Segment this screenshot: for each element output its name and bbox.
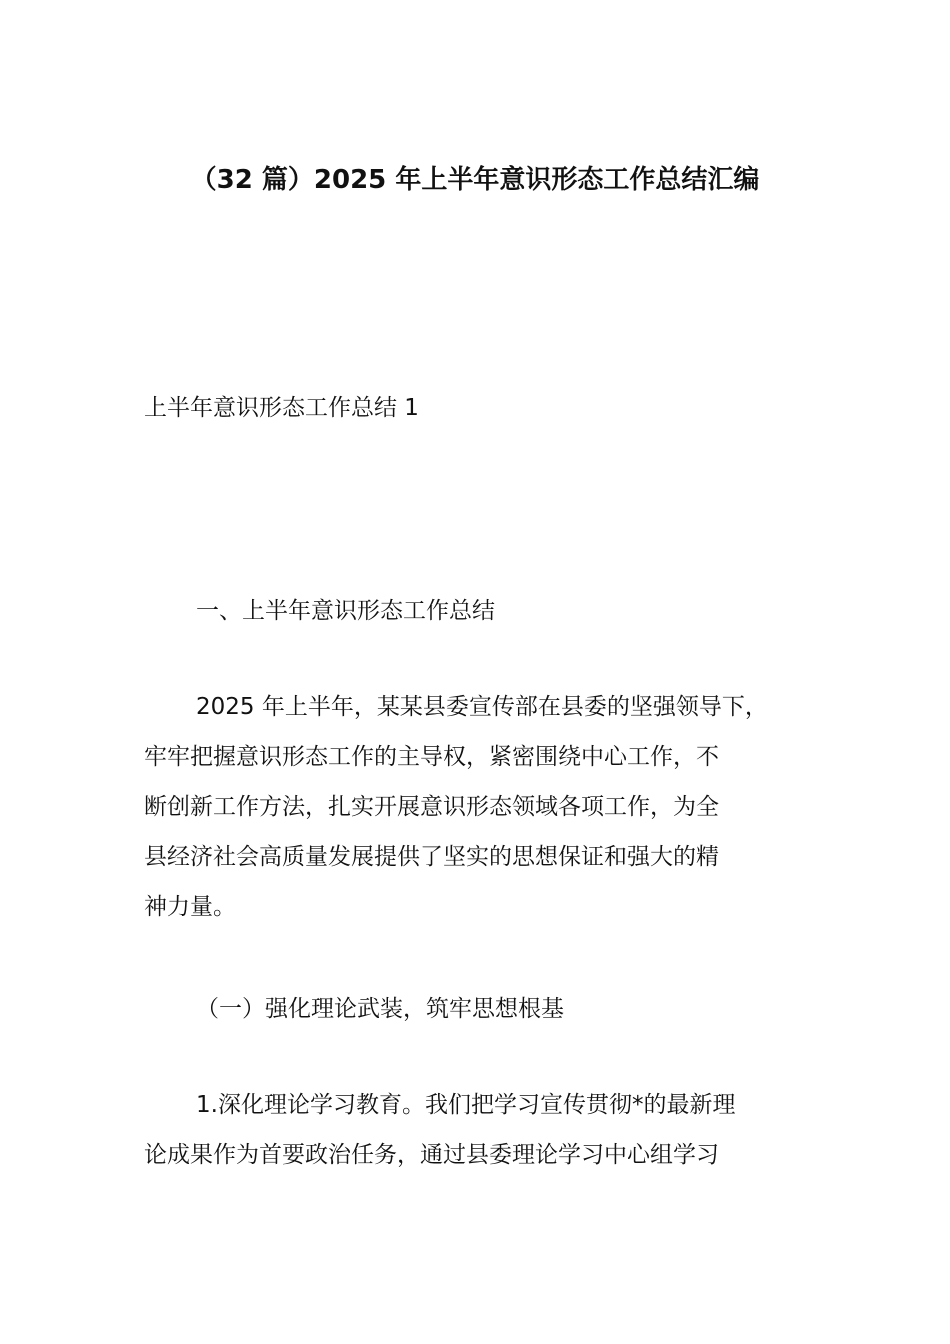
paragraph-line: 牢牢把握意识形态工作的主导权，紧密围绕中心工作，不 bbox=[144, 744, 719, 770]
paragraph-line: 断创新工作方法，扎实开展意识形态领域各项工作，为全 bbox=[144, 794, 719, 820]
heading-level-1 bbox=[144, 586, 824, 636]
paragraph-line: 1.深化理论学习教育。我们把学习宣传贯彻*的最新理 bbox=[196, 1092, 736, 1118]
paragraph-line: 县经济社会高质量发展提供了坚实的思想保证和强大的精 bbox=[144, 844, 719, 870]
heading-text: （一）强化理论武装，筑牢思想根基 bbox=[196, 996, 564, 1022]
body-paragraph-2 bbox=[144, 1080, 824, 1180]
body-paragraph-1 bbox=[144, 682, 824, 932]
paragraph-line: 神力量。 bbox=[144, 894, 236, 920]
document-title: （32 篇）2025 年上半年意识形态工作总结汇编 bbox=[190, 165, 760, 195]
heading-text: 一、上半年意识形态工作总结 bbox=[196, 598, 495, 624]
paragraph-line: 2025 年上半年，某某县委宣传部在县委的坚强领导下， bbox=[196, 694, 768, 720]
heading-level-2 bbox=[144, 984, 824, 1034]
section-title: 上半年意识形态工作总结 1 bbox=[144, 395, 419, 421]
paragraph-line: 论成果作为首要政治任务，通过县委理论学习中心组学习 bbox=[144, 1142, 719, 1168]
